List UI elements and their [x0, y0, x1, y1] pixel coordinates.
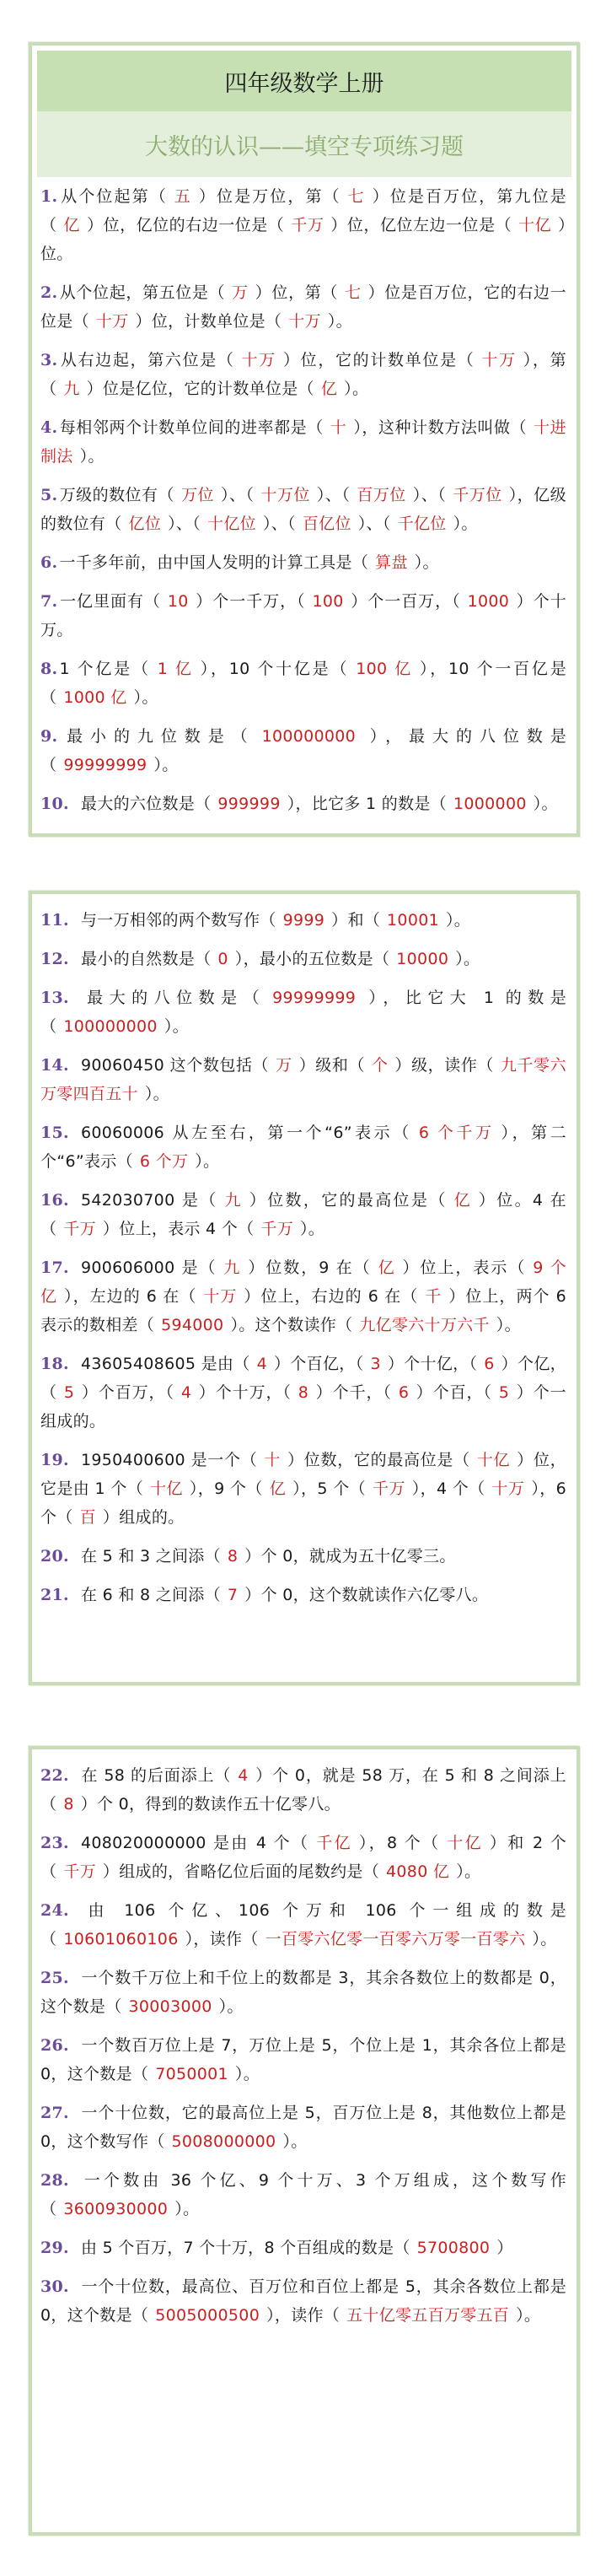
- question-text: 在 58 的后面添上（: [80, 1766, 232, 1785]
- question-text: ），最小的五位数是（: [234, 950, 390, 968]
- question-text: ）位，计数单位是（: [135, 312, 282, 331]
- answer-blank: 千万: [291, 216, 324, 234]
- question-number: 10.: [40, 795, 69, 813]
- question-item: [40, 1051, 566, 1108]
- question-text: ），这种计数方法叫做（: [353, 418, 528, 437]
- question-text: ）。: [456, 1862, 481, 1881]
- question-text: ）位，它的计数单位是（: [282, 351, 475, 369]
- question-text: ）、（: [412, 486, 447, 504]
- question-item: [40, 2272, 566, 2330]
- question-text: ）、（: [220, 486, 255, 504]
- question-text: ），4 个（: [411, 1479, 485, 1498]
- question-number: 2.: [40, 283, 58, 302]
- answer-blank: 6: [398, 1383, 410, 1402]
- answer-blank: 30003000: [128, 1997, 212, 2016]
- answer-blank: 千万位: [453, 486, 502, 504]
- question-text: ）级，读作（: [394, 1056, 494, 1075]
- question-text: ），比它大 1 的数是（: [40, 989, 567, 1036]
- question-text: ）位数，9 在（: [248, 1258, 372, 1277]
- question-text: 从右边起，第六位是（: [59, 351, 235, 369]
- answer-blank: 6 个万: [139, 1152, 189, 1171]
- answer-blank: 10: [167, 592, 189, 611]
- answer-blank: 6: [484, 1355, 495, 1373]
- answer-blank: 万位: [181, 486, 214, 504]
- question-text: ）。: [234, 2065, 260, 2083]
- question-text: ），8 个（: [358, 1834, 441, 1852]
- question-text: ）。: [282, 2132, 308, 2151]
- answer-blank: 4: [238, 1766, 249, 1785]
- question-text: 542030700 是（: [80, 1191, 218, 1210]
- question-text: ）个百亿，（: [273, 1355, 364, 1373]
- question-text: 由 106 个亿、106 个万和 106 个一组成的数是（: [40, 1901, 566, 1948]
- answer-blank: 十万位: [260, 486, 310, 504]
- answer-blank: 五: [174, 187, 192, 206]
- answer-blank: 一百零六亿零一百零六万零一百零六: [265, 1930, 526, 1948]
- question-item: [40, 655, 566, 712]
- answer-blank: 1000000: [453, 795, 527, 813]
- answer-blank: 100 亿: [356, 660, 413, 678]
- question-text: 在 5 和 3 之间添（: [80, 1547, 221, 1566]
- question-number: 15.: [40, 1124, 69, 1142]
- question-number: 20.: [40, 1547, 69, 1566]
- question-text: ）、（: [316, 486, 351, 504]
- question-item: [40, 2166, 566, 2223]
- question-number: 30.: [40, 2277, 69, 2296]
- answer-blank: 亿: [378, 1258, 396, 1277]
- question-item: [40, 587, 566, 644]
- answer-blank: 万: [232, 283, 249, 302]
- question-item: [40, 278, 566, 336]
- answer-blank: 十亿: [518, 216, 552, 234]
- question-text: ）组成的，省略亿位后面的尾数约是（: [102, 1862, 380, 1881]
- worksheet-title: 四年级数学上册: [224, 70, 384, 97]
- answer-blank: 亿: [269, 1479, 287, 1498]
- answer-blank: 千万: [63, 1220, 96, 1238]
- question-number: 7.: [40, 592, 58, 611]
- answer-blank: 十万: [481, 351, 517, 369]
- question-number: 1.: [40, 187, 58, 206]
- question-text: ）。: [174, 2200, 200, 2218]
- answer-blank: 个: [371, 1056, 389, 1075]
- answer-blank: 十进制法: [40, 418, 566, 466]
- question-text: ），9 个（: [189, 1479, 263, 1498]
- answer-blank: 1000 亿: [63, 688, 127, 707]
- question-item: [40, 1829, 566, 1886]
- answer-blank: 8: [63, 1795, 74, 1813]
- question-text: ）: [496, 2239, 513, 2257]
- question-item: [40, 722, 566, 779]
- question-item: [40, 548, 566, 577]
- question-number: 25.: [40, 1969, 69, 1987]
- question-text: ）。: [133, 688, 158, 707]
- question-text: ）。: [414, 553, 439, 572]
- question-number: 27.: [40, 2104, 69, 2122]
- answer-blank: 8: [227, 1547, 239, 1566]
- question-text: ）位是万位，第（: [198, 187, 341, 206]
- answer-blank: 九: [224, 1191, 243, 1210]
- question-text: ）组成的。: [102, 1508, 185, 1527]
- answer-blank: 1000: [467, 592, 510, 611]
- question-item: [40, 1350, 566, 1436]
- answer-blank: 7: [227, 1586, 239, 1604]
- question-text: ）。: [344, 380, 369, 398]
- answer-blank: 十: [264, 1451, 282, 1469]
- question-text: ）个百，（: [416, 1383, 492, 1402]
- answer-blank: 5: [498, 1383, 510, 1402]
- question-text: ）个十亿，（: [387, 1355, 478, 1373]
- question-text: ）。: [153, 756, 179, 774]
- question-text: ），10 个一百亿是（: [40, 660, 566, 707]
- answer-blank: 1 亿: [157, 660, 194, 678]
- question-text: ），6 个（: [40, 1479, 566, 1527]
- answer-blank: 七: [347, 187, 366, 206]
- answer-blank: 五十亿零五百万零五百: [346, 2306, 510, 2325]
- answer-blank: 十亿位: [207, 515, 256, 533]
- question-text: ）。: [533, 795, 558, 813]
- question-text: ）位。4 在（: [40, 1191, 566, 1238]
- question-text: ）位是亿位，它的计数单位是（: [86, 380, 314, 398]
- answer-blank: 10001: [387, 911, 439, 930]
- answer-blank: 5: [63, 1383, 75, 1402]
- question-number: 3.: [40, 351, 58, 369]
- answer-blank: 百亿位: [302, 515, 351, 533]
- answer-blank: 七: [345, 283, 362, 302]
- question-number: 26.: [40, 2036, 69, 2055]
- answer-blank: 7050001: [155, 2065, 228, 2083]
- question-text: ）、（: [357, 515, 391, 533]
- answer-blank: 万: [276, 1056, 292, 1075]
- question-text: 60060006 从左至右，第一个“6”表示（: [80, 1124, 412, 1142]
- question-item: [40, 2031, 566, 2088]
- question-item: [40, 790, 566, 818]
- question-item: [40, 346, 566, 403]
- question-list: [32, 1749, 577, 2330]
- answer-blank: 千亿: [316, 1834, 352, 1852]
- question-text: 在 6 和 8 之间添（: [80, 1586, 221, 1604]
- question-text: ）位上，右边的 6 在（: [244, 1287, 419, 1306]
- question-text: ）个 0，就成为五十亿零三。: [244, 1547, 456, 1566]
- answer-blank: 3600930000: [63, 2200, 169, 2218]
- answer-blank: 亿: [63, 216, 81, 234]
- question-text: ）。: [195, 1152, 220, 1171]
- question-number: 13.: [40, 989, 69, 1007]
- question-text: ）个千，（: [315, 1383, 392, 1402]
- answer-blank: 4: [180, 1383, 192, 1402]
- question-text: ）个 0，就是 58 万，在 5 和 8 之间添上（: [40, 1766, 566, 1813]
- question-item: [40, 906, 566, 935]
- question-text: 900606000 是（: [80, 1258, 217, 1277]
- question-text: ）位上，表示 4 个（: [102, 1220, 255, 1238]
- answer-blank: 99999999: [63, 756, 147, 774]
- answer-blank: 亿位: [128, 515, 162, 533]
- answer-blank: 99999999: [272, 989, 357, 1007]
- answer-blank: 4: [256, 1355, 267, 1373]
- question-item: [40, 1581, 566, 1609]
- question-text: ），比它多 1 的数是（: [287, 795, 447, 813]
- question-text: ）个一千万，（: [195, 592, 306, 611]
- question-text: ）位，第（: [255, 283, 338, 302]
- question-text: ），5 个（: [292, 1479, 366, 1498]
- question-text: ）。: [446, 911, 471, 930]
- answer-blank: 千: [425, 1287, 442, 1306]
- question-text: ）位，它是由 1 个（: [40, 1451, 566, 1498]
- answer-blank: 十万: [288, 312, 321, 331]
- question-text: 从个位起第（: [59, 187, 168, 206]
- question-text: ）。: [532, 1930, 557, 1948]
- question-text: ）。: [218, 1997, 244, 2016]
- answer-blank: 10601060106: [63, 1930, 179, 1948]
- question-list: [32, 894, 577, 1609]
- question-text: ）个十万。: [40, 592, 566, 639]
- question-text: ），读作（: [185, 1930, 259, 1948]
- question-number: 17.: [40, 1258, 69, 1277]
- question-number: 18.: [40, 1355, 69, 1373]
- question-text: ）、（: [262, 515, 296, 533]
- answer-blank: 九: [63, 380, 80, 398]
- answer-blank: 100000000: [63, 1017, 158, 1036]
- answer-blank: 0: [217, 950, 228, 968]
- question-text: ）和（: [331, 911, 381, 930]
- question-text: 最小的自然数是（: [80, 950, 212, 968]
- question-item: [40, 481, 566, 538]
- question-number: 4.: [40, 418, 58, 437]
- question-text: 一个数由 36 个亿、9 个十万、3 个万组成，这个数写作（: [40, 2171, 566, 2218]
- question-text: 1950400600 是一个（: [80, 1451, 258, 1469]
- question-number: 12.: [40, 950, 69, 968]
- answer-blank: 十万: [203, 1287, 238, 1306]
- question-text: 一千多年前，由中国人发明的计算工具是（: [59, 553, 369, 572]
- answer-blank: 8: [298, 1383, 309, 1402]
- question-text: ），10 个十亿是（: [200, 660, 350, 678]
- question-text: 每相邻两个计数单位间的进率都是（: [59, 418, 324, 437]
- answer-blank: 3: [370, 1355, 381, 1373]
- answer-blank: 百万位: [357, 486, 406, 504]
- question-item: [40, 182, 566, 268]
- answer-blank: 十: [330, 418, 347, 437]
- question-text: 一个十位数，它的最高位上是 5，百万位上是 8，其他数位上都是 0，这个数写作（: [40, 2104, 566, 2151]
- worksheet-subtitle: 大数的认识——填空专项练习题: [145, 133, 464, 160]
- answer-blank: 5008000000: [171, 2132, 276, 2151]
- question-item: [40, 413, 566, 471]
- answer-blank: 十亿: [447, 1834, 483, 1852]
- question-text: 最小的九位数是（: [59, 727, 255, 746]
- question-text: ），第二个“6”表示（: [40, 1124, 567, 1171]
- question-text: 最大的六位数是（: [80, 795, 212, 813]
- question-number: 9.: [40, 727, 58, 746]
- answer-blank: 100000000: [261, 727, 357, 746]
- answer-blank: 9 个亿: [40, 1258, 566, 1306]
- worksheet-subtitle-bar: [37, 111, 571, 177]
- question-text: ）。: [327, 312, 352, 331]
- question-text: ）。: [453, 515, 478, 533]
- question-text: ）个一组成的。: [40, 1383, 566, 1431]
- question-text: ）位上，两个 6 表示的数相差（: [40, 1287, 567, 1334]
- question-text: 最大的八位数是（: [80, 989, 266, 1007]
- worksheet-section-1: [29, 42, 580, 837]
- question-text: ）个 0，得到的数读作五十亿零八。: [80, 1795, 341, 1813]
- question-text: ）位是百万位，第九位是（: [40, 187, 566, 234]
- question-text: ）。: [144, 1085, 169, 1103]
- answer-blank: 十万: [241, 351, 276, 369]
- question-text: ）。: [516, 2306, 541, 2325]
- question-item: [40, 945, 566, 973]
- worksheet-section-2: [29, 891, 580, 1685]
- answer-blank: 十亿: [476, 1451, 511, 1469]
- answer-blank: 算盘: [375, 553, 408, 572]
- question-text: 90060450 这个数包括（: [80, 1056, 270, 1075]
- question-item: [40, 984, 566, 1041]
- question-number: 5.: [40, 486, 58, 504]
- question-text: ）位。: [40, 216, 566, 263]
- answer-blank: 9999: [282, 911, 325, 930]
- answer-blank: 千万: [260, 1220, 293, 1238]
- question-text: 一个数千万位上和千位上的数都是 3，其余各数位上的数都是 0，这个数是（: [40, 1969, 566, 2016]
- answer-blank: 6 个千万: [418, 1124, 495, 1142]
- question-text: 与一万相邻的两个数写作（: [80, 911, 276, 930]
- question-number: 19.: [40, 1451, 69, 1469]
- question-text: 一亿里面有（: [59, 592, 161, 611]
- question-text: ）。: [79, 447, 105, 466]
- question-text: ），第（: [40, 351, 566, 398]
- answer-blank: 九亿零六十万六千: [359, 1316, 490, 1334]
- question-text: 一个数百万位上是 7，万位上是 5，个位上是 1，其余各位上都是 0，这个数是（: [40, 2036, 566, 2083]
- question-text: ）位，亿位左边一位是（: [330, 216, 512, 234]
- question-text: ）个一百万，（: [350, 592, 461, 611]
- answer-blank: 十万: [491, 1479, 525, 1498]
- answer-blank: 九: [223, 1258, 242, 1277]
- answer-blank: 10000: [396, 950, 449, 968]
- question-text: ），最大的八位数是（: [40, 727, 567, 774]
- question-item: [40, 2099, 566, 2156]
- answer-blank: 千亿位: [397, 515, 447, 533]
- question-text: 43605408605 是由（: [80, 1355, 250, 1373]
- question-number: 29.: [40, 2239, 69, 2257]
- question-item: [40, 1761, 566, 1819]
- question-number: 22.: [40, 1766, 69, 1785]
- answer-blank: 十亿: [150, 1479, 183, 1498]
- question-item: [40, 2234, 566, 2262]
- answer-blank: 千万: [63, 1862, 96, 1881]
- question-item: [40, 1542, 566, 1571]
- question-text: 由 5 个百万，7 个十万，8 个百组成的数是（: [80, 2239, 410, 2257]
- question-text: 万级的数位有（: [59, 486, 175, 504]
- answer-blank: 594000: [161, 1316, 224, 1334]
- worksheet-title-bar: [37, 51, 571, 111]
- answer-blank: 5005000500: [155, 2306, 260, 2325]
- worksheet-section-3: [29, 1746, 580, 2536]
- question-text: ），左边的 6 在（: [64, 1287, 197, 1306]
- question-item: [40, 1446, 566, 1532]
- question-text: 1 个亿是（: [59, 660, 151, 678]
- question-list: [32, 177, 577, 818]
- answer-blank: 亿: [320, 380, 338, 398]
- question-text: ）位上，表示（: [402, 1258, 527, 1277]
- answer-blank: 4080 亿: [386, 1862, 450, 1881]
- question-text: ）位数，它的最高位是（: [287, 1451, 470, 1469]
- question-number: 16.: [40, 1191, 69, 1210]
- question-item: [40, 1964, 566, 2021]
- question-text: ）。: [300, 1220, 325, 1238]
- question-text: ）位是百万位，它的右边一位是（: [40, 283, 566, 331]
- question-number: 28.: [40, 2171, 69, 2190]
- answer-blank: 999999: [217, 795, 281, 813]
- question-text: ）个亿，（: [40, 1355, 566, 1402]
- question-text: ）。这个数读作（: [230, 1316, 353, 1334]
- question-text: 从个位起，第五位是（: [59, 283, 226, 302]
- question-number: 8.: [40, 660, 58, 678]
- question-text: ）。: [496, 1316, 521, 1334]
- question-text: ）个百万，（: [81, 1383, 174, 1402]
- answer-blank: 九千零六万零四百五十: [40, 1056, 566, 1103]
- question-item: [40, 1118, 566, 1176]
- question-item: [40, 1186, 566, 1243]
- question-text: ）位，亿位的右边一位是（: [87, 216, 285, 234]
- question-text: ）个十万，（: [198, 1383, 292, 1402]
- question-text: ）。: [164, 1017, 189, 1036]
- question-item: [40, 1253, 566, 1339]
- question-text: 一个十位数，最高位、百万位和百位上都是 5，其余各数位上都是 0，这个数是（: [40, 2277, 566, 2325]
- answer-blank: 100: [312, 592, 344, 611]
- question-text: ）个 0，这个数就读作六亿零八。: [244, 1586, 489, 1604]
- question-number: 14.: [40, 1056, 69, 1075]
- question-text: ）和 2 个（: [40, 1834, 566, 1881]
- question-number: 24.: [40, 1901, 69, 1920]
- answer-blank: 亿: [453, 1191, 472, 1210]
- question-number: 11.: [40, 911, 69, 930]
- answer-blank: 5700800: [416, 2239, 491, 2257]
- question-text: ），读作（: [266, 2306, 341, 2325]
- question-text: ）位数，它的最高位是（: [249, 1191, 448, 1210]
- question-text: ）级和（: [298, 1056, 365, 1075]
- answer-blank: 千万: [372, 1479, 405, 1498]
- question-text: ），亿级的数位有（: [40, 486, 566, 533]
- question-number: 23.: [40, 1834, 69, 1852]
- answer-blank: 百: [79, 1508, 96, 1527]
- question-number: 6.: [40, 553, 58, 572]
- question-text: ）。: [455, 950, 480, 968]
- question-text: ）、（: [168, 515, 201, 533]
- answer-blank: 十万: [95, 312, 129, 331]
- question-item: [40, 1896, 566, 1954]
- question-number: 21.: [40, 1586, 69, 1604]
- question-text: 408020000000 是由 4 个（: [80, 1834, 310, 1852]
